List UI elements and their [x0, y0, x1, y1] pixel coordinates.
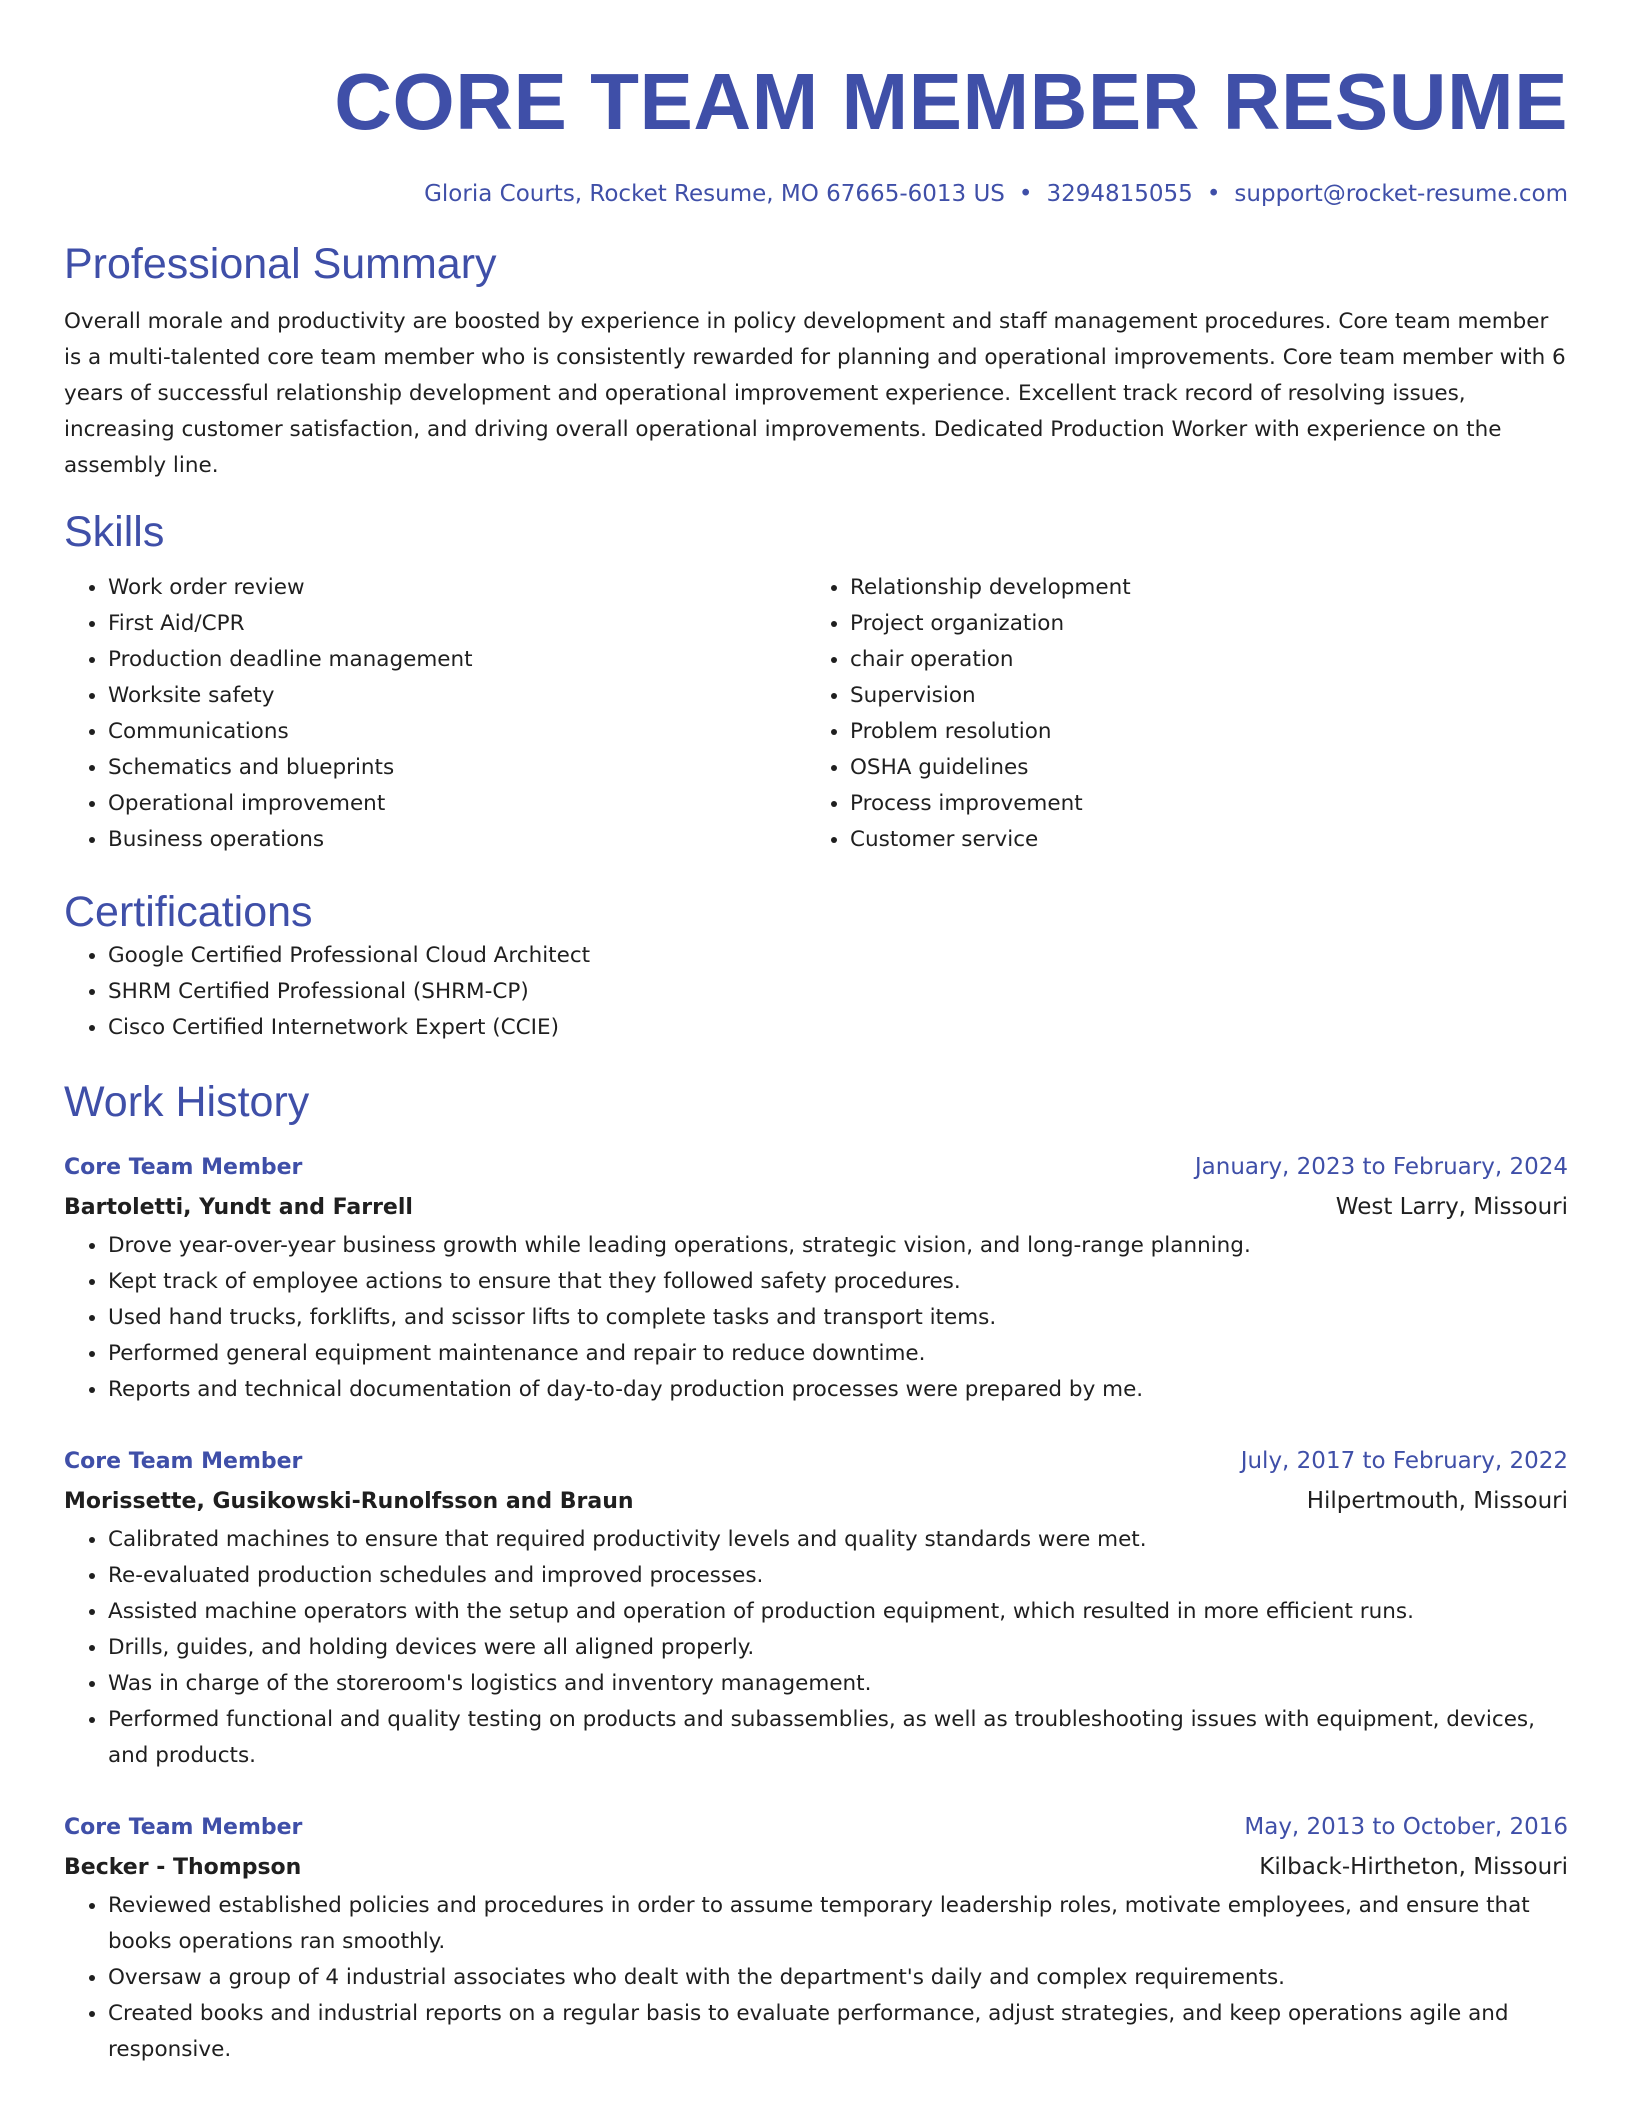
job-company-row — [64, 1481, 1568, 1522]
job-bullet: • Re-evaluated production schedules and improved processes. — [108, 1558, 1568, 1594]
skill-item: • Customer service — [850, 822, 1548, 858]
skill-item: • chair operation — [850, 642, 1548, 678]
job-bullets — [64, 1228, 1568, 1408]
job-title-row — [64, 1442, 1568, 1481]
job-company-row — [64, 1187, 1568, 1228]
skills-left-list — [64, 570, 806, 858]
job-bullet: • Drills, guides, and holding devices were all aligned properly. — [108, 1630, 1568, 1666]
job-bullet: • Created books and industrial reports on a regular basis to evaluate performance, adjust strategies, and keep operations agile and responsive. — [108, 1996, 1568, 2068]
certification-item: • Cisco Certified Internetwork Expert (CCIE) — [108, 1010, 1568, 1046]
skill-item: • Project organization — [850, 606, 1548, 642]
job-bullet: • Drove year-over-year business growth while leading operations, strategic vision, and long-range planning. — [108, 1228, 1568, 1264]
skills-heading: Skills — [64, 508, 165, 556]
job-bullet: • Used hand trucks, forklifts, and scissor lifts to complete tasks and transport items. — [108, 1300, 1568, 1336]
skill-item: • Operational improvement — [108, 786, 806, 822]
job-role: Core Team Member — [64, 1155, 303, 1180]
skills-list — [64, 570, 1568, 858]
contact-line — [64, 178, 1568, 210]
skill-item: • Problem resolution — [850, 714, 1548, 750]
job-bullet: • Reports and technical documentation of day-to-day production processes were prepared by me. — [108, 1372, 1568, 1408]
certification-item: • SHRM Certified Professional (SHRM-CP) — [108, 974, 1568, 1010]
work-history-list — [64, 1148, 1568, 2068]
skills-column-left — [64, 570, 806, 858]
job-bullets — [64, 1522, 1568, 1774]
contact-address: Gloria Courts, Rocket Resume, MO 67665-6013 US — [424, 181, 1005, 207]
skills-column-right — [806, 570, 1548, 858]
certifications-list — [64, 938, 1568, 1046]
resume-header — [64, 0, 1568, 210]
job-location: Hilpertmouth, Missouri — [1306, 1488, 1568, 1514]
job-role: Core Team Member — [64, 1449, 303, 1474]
job-entry — [64, 1808, 1568, 2068]
job-bullet: • Calibrated machines to ensure that required productivity levels and quality standards were met. — [108, 1522, 1568, 1558]
skill-item: • Supervision — [850, 678, 1548, 714]
contact-separator: • — [1206, 181, 1221, 207]
job-role: Core Team Member — [64, 1815, 303, 1840]
skill-item: • Production deadline management — [108, 642, 806, 678]
skill-item: • Process improvement — [850, 786, 1548, 822]
skill-item: • Schematics and blueprints — [108, 750, 806, 786]
job-company: Becker - Thompson — [64, 1855, 302, 1880]
certifications-heading: Certifications — [64, 888, 313, 936]
skill-item: • OSHA guidelines — [850, 750, 1548, 786]
job-bullet: • Assisted machine operators with the setup and operation of production equipment, which resulted in more efficient runs. — [108, 1594, 1568, 1630]
job-bullet: • Performed general equipment maintenance and repair to reduce downtime. — [108, 1336, 1568, 1372]
job-entry — [64, 1442, 1568, 1774]
job-dates: July, 2017 to February, 2022 — [1240, 1448, 1568, 1474]
job-bullet: • Reviewed established policies and procedures in order to assume temporary leadership roles, motivate employees, and ensure that books operations ran smoothly. — [108, 1888, 1568, 1960]
job-company: Morissette, Gusikowski-Runolfsson and Braun — [64, 1489, 634, 1514]
job-dates: May, 2013 to October, 2016 — [1244, 1814, 1568, 1840]
job-title-row — [64, 1148, 1568, 1187]
certification-item: • Google Certified Professional Cloud Architect — [108, 938, 1568, 974]
job-location: West Larry, Missouri — [1335, 1194, 1568, 1220]
summary-text: Overall morale and productivity are boosted by experience in policy development and staff management procedures. Core team member is a multi-talented core team member who is consistently rewarded for planning and operational improvements. Core team member with 6 years of successful relationship development and operational improvement experience. Excellent track record of resolving issues, increasing customer satisfaction, and driving overall operational improvements. Dedicated Production Worker with experience on the assembly line. — [64, 309, 1566, 478]
contact-email[interactable]: support@rocket-resume.com — [1234, 181, 1568, 207]
job-bullet: • Performed functional and quality testing on products and subassemblies, as well as troubleshooting issues with equipment, devices, and products. — [108, 1702, 1568, 1774]
job-company-row — [64, 1847, 1568, 1888]
job-bullets — [64, 1888, 1568, 2068]
work-history-heading: Work History — [64, 1078, 310, 1126]
skills-right-list — [806, 570, 1548, 858]
skill-item: • First Aid/CPR — [108, 606, 806, 642]
summary-heading: Professional Summary — [64, 240, 497, 288]
job-title-row — [64, 1808, 1568, 1847]
job-dates: January, 2023 to February, 2024 — [1194, 1154, 1568, 1180]
skill-item: • Work order review — [108, 570, 806, 606]
contact-phone: 3294815055 — [1046, 181, 1193, 207]
job-location: Kilback-Hirtheton, Missouri — [1259, 1854, 1568, 1880]
job-company: Bartoletti, Yundt and Farrell — [64, 1195, 413, 1220]
page-title: CORE TEAM MEMBER RESUME — [334, 57, 1568, 146]
skill-item: • Communications — [108, 714, 806, 750]
job-entry — [64, 1148, 1568, 1408]
contact-separator: • — [1018, 181, 1033, 207]
skill-item: • Business operations — [108, 822, 806, 858]
job-bullet: • Was in charge of the storeroom's logistics and inventory management. — [108, 1666, 1568, 1702]
skill-item: • Relationship development — [850, 570, 1548, 606]
skill-item: • Worksite safety — [108, 678, 806, 714]
job-bullet: • Kept track of employee actions to ensure that they followed safety procedures. — [108, 1264, 1568, 1300]
job-bullet: • Oversaw a group of 4 industrial associates who dealt with the department's daily and complex requirements. — [108, 1960, 1568, 1996]
